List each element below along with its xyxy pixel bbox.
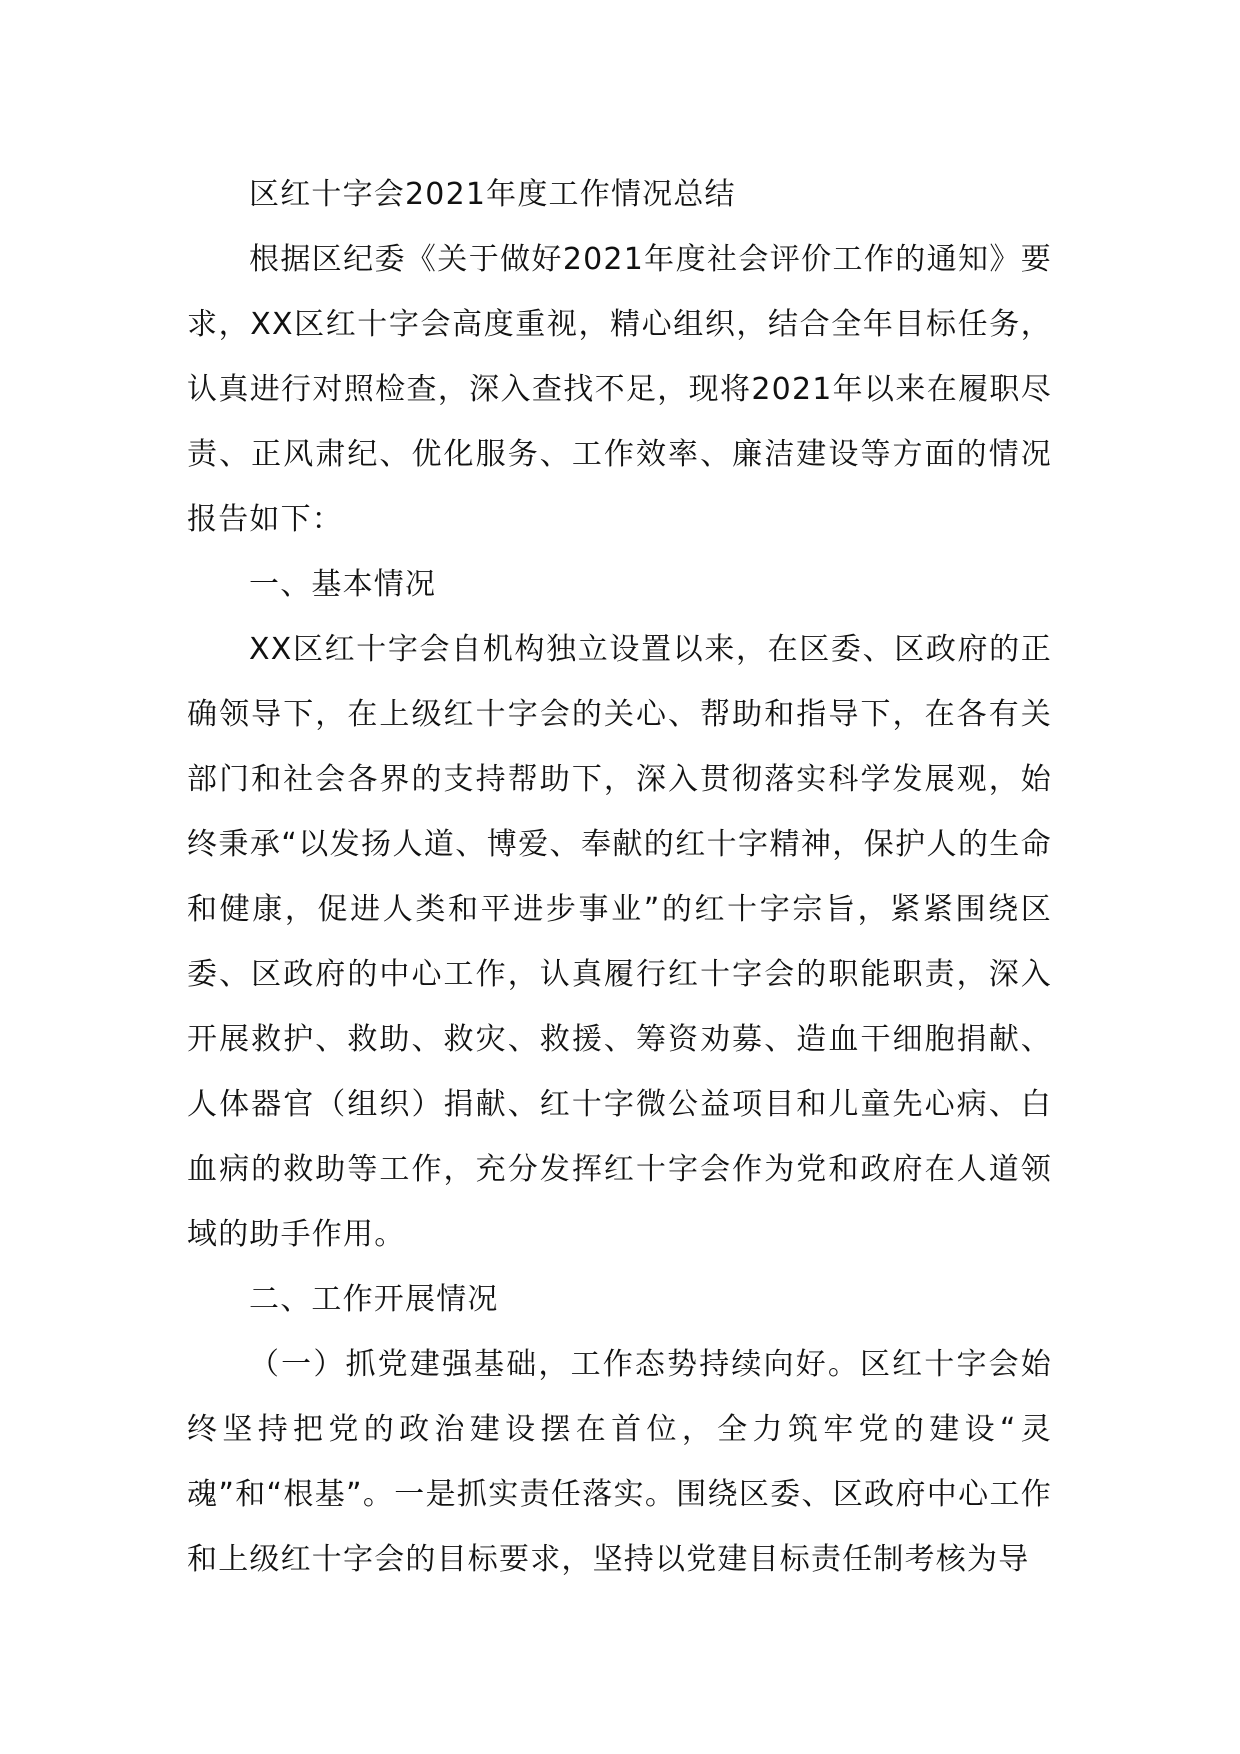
section-heading-basic: 一、基本情况 [249, 567, 437, 602]
document-body [187, 162, 1052, 1592]
section-heading-work: 二、工作开展情况 [249, 1282, 499, 1317]
section-basic-paragraph: XX区红十字会自机构独立设置以来，在区委、区政府的正确领导下，在上级红十字会的关心、帮助和指导下，在各有关部门和社会各界的支持帮助下，深入贯彻落实科学发展观，始终秉承“以发扬人道、博爱、奉献的红十字精神，保护人的生命和健康，促进人类和平进步事业”的红十字宗旨，紧紧围绕区委、区政府的中心工作，认真履行红十字会的职能职责，深入开展救护、救助、救灾、救援、筹资劝募、造血干细胞捐献、人体器官（组织）捐献、红十字微公益项目和儿童先心病、白血病的救助等工作，充分发挥红十字会作为党和政府在人道领域的助手作用。 [187, 632, 1052, 1252]
document-title: 区红十字会2021年度工作情况总结 [249, 177, 736, 212]
section-work-paragraph: （一）抓党建强基础，工作态势持续向好。区红十字会始终坚持把党的政治建设摆在首位，全力筑牢党的建设“灵魂”和“根基”。一是抓实责任落实。围绕区委、区政府中心工作和上级红十字会的目标要求，坚持以党建目标责任制考核为导 [187, 1347, 1052, 1577]
intro-paragraph: 根据区纪委《关于做好2021年度社会评价工作的通知》要求，XX区红十字会高度重视，精心组织，结合全年目标任务，认真进行对照检查，深入查找不足，现将2021年以来在履职尽责、正风肃纪、优化服务、工作效率、廉洁建设等方面的情况报告如下： [187, 242, 1052, 537]
